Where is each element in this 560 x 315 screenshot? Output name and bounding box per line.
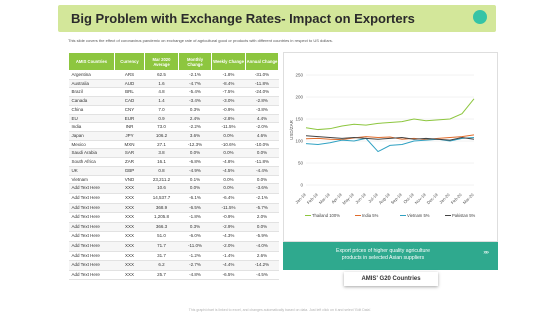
table-cell: 4.4%: [246, 114, 279, 123]
table-cell: XXX: [115, 222, 145, 232]
table-cell: Vietnam: [69, 175, 115, 184]
table-cell: 51.0: [145, 232, 179, 242]
title-dot-icon: [473, 10, 487, 24]
table-cell: -1.2%: [179, 251, 212, 261]
table-row: [69, 232, 279, 242]
table-cell: 71.7: [145, 241, 179, 251]
table-cell: South Africa: [69, 158, 115, 167]
y-tick-label: 100: [295, 138, 303, 144]
y-axis-label: USD/ZAR: [289, 120, 294, 140]
table-cell: XXX: [115, 213, 145, 223]
table-cell: Add Text Here: [69, 261, 115, 271]
table-row: [69, 270, 279, 280]
line-chart-svg: [284, 53, 499, 243]
table-row: [69, 123, 279, 132]
double-arrow-icon: »»: [483, 250, 488, 256]
table-cell: XXX: [115, 241, 145, 251]
table-cell: 0.0%: [246, 222, 279, 232]
table-cell: 1,205.8: [145, 213, 179, 223]
table-cell: 0.0%: [212, 149, 246, 158]
table-row: [69, 140, 279, 149]
table-row: [69, 158, 279, 167]
line-chart: [283, 52, 498, 242]
footer-note: This graph/chart is linked to excel, and changes automatically based on data. Just left click on it and select 'Edit Data'.: [188, 308, 372, 312]
table-cell: Add Text Here: [69, 241, 115, 251]
table-cell: 27.1: [145, 140, 179, 149]
table-row: [69, 132, 279, 141]
x-tick-label: Jan-20: [438, 192, 451, 205]
table-cell: -11.8%: [246, 79, 279, 88]
table-cell: Add Text Here: [69, 222, 115, 232]
table-row: [69, 222, 279, 232]
table-cell: 7.0: [145, 105, 179, 114]
table-row: [69, 175, 279, 184]
table-cell: ZAR: [115, 158, 145, 167]
table-cell: Add Text Here: [69, 193, 115, 203]
table-cell: Add Text Here: [69, 232, 115, 242]
table-cell: 366.3: [145, 222, 179, 232]
table-cell: -4.9%: [179, 166, 212, 175]
table-cell: -10.6%: [212, 140, 246, 149]
table-row: [69, 71, 279, 80]
legend-label: India 5%: [362, 213, 379, 218]
table-cell: -2.9%: [212, 222, 246, 232]
table-row: [69, 261, 279, 271]
table-cell: -2.0%: [212, 241, 246, 251]
table-cell: 23,211.2: [145, 175, 179, 184]
table-row: [69, 166, 279, 175]
table-row: [69, 79, 279, 88]
x-tick-label: Dec-19: [425, 192, 439, 206]
table-cell: 1.6: [145, 79, 179, 88]
column-header: Weekly Change: [212, 53, 246, 71]
table-cell: Add Text Here: [69, 251, 115, 261]
table-cell: 2.6%: [246, 251, 279, 261]
table-cell: -2.1%: [246, 193, 279, 203]
table-cell: 0.0%: [179, 184, 212, 194]
table-cell: 25.7: [145, 270, 179, 280]
x-tick-label: Nov-19: [413, 192, 427, 206]
table-cell: -5.9%: [246, 232, 279, 242]
x-tick-label: May-19: [341, 192, 355, 206]
banner-line-2: products in selected Asian suppliers: [341, 255, 425, 261]
table-cell: 31.7: [145, 251, 179, 261]
table-cell: Add Text Here: [69, 184, 115, 194]
table-cell: EU: [69, 114, 115, 123]
table-cell: -11.8%: [246, 158, 279, 167]
column-header: Monthly Change: [179, 53, 212, 71]
table-cell: 2.4%: [179, 114, 212, 123]
table-cell: -8.4%: [212, 79, 246, 88]
table-cell: -2.2%: [179, 123, 212, 132]
table-row: [69, 193, 279, 203]
series-line: [306, 99, 474, 130]
table-cell: -6.4%: [212, 193, 246, 203]
table-cell: 1.4: [145, 97, 179, 106]
table-cell: -0.9%: [212, 213, 246, 223]
table-row: [69, 149, 279, 158]
table-cell: EUR: [115, 114, 145, 123]
table-cell: -10.0%: [246, 140, 279, 149]
table-cell: XXX: [115, 261, 145, 271]
table-cell: -4.0%: [246, 241, 279, 251]
table-row: [69, 88, 279, 97]
table-cell: Canada: [69, 97, 115, 106]
table-row: [69, 114, 279, 123]
table-cell: -14.2%: [246, 261, 279, 271]
table-cell: 14,537.7: [145, 193, 179, 203]
table-cell: Japan: [69, 132, 115, 141]
table-cell: -2.1%: [179, 71, 212, 80]
table-cell: -3.4%: [179, 97, 212, 106]
table-cell: -6.0%: [179, 232, 212, 242]
table-cell: XXX: [115, 251, 145, 261]
table-cell: -11.0%: [179, 241, 212, 251]
column-header: Currency: [115, 53, 145, 71]
table-cell: XXX: [115, 270, 145, 280]
table-cell: 16.1: [145, 158, 179, 167]
table-cell: -3.0%: [212, 97, 246, 106]
x-tick-label: Sep-19: [389, 192, 403, 206]
table-cell: XXX: [115, 193, 145, 203]
table-cell: XXX: [115, 232, 145, 242]
table-cell: 0.0%: [246, 149, 279, 158]
table-cell: XXX: [115, 184, 145, 194]
table-cell: 0.3%: [179, 222, 212, 232]
amis-countries-button[interactable]: AMIS' G20 Countries: [344, 272, 438, 286]
table-cell: -31.0%: [246, 71, 279, 80]
column-header: Annual Change: [246, 53, 279, 71]
y-tick-label: 250: [295, 72, 303, 78]
table-row: [69, 213, 279, 223]
table-cell: -3.8%: [246, 105, 279, 114]
table-row: [69, 241, 279, 251]
table-cell: -6.5%: [212, 270, 246, 280]
table-cell: -1.4%: [212, 251, 246, 261]
table-cell: -6.8%: [179, 158, 212, 167]
x-tick-label: Jul-19: [367, 192, 379, 204]
table-cell: -6.1%: [179, 193, 212, 203]
table-cell: 2.0%: [246, 213, 279, 223]
table-cell: 0.0%: [212, 175, 246, 184]
table-cell: 0.0%: [246, 175, 279, 184]
page-title: Big Problem with Exchange Rates- Impact on Exporters: [71, 11, 415, 26]
table-cell: 0.0%: [212, 184, 246, 194]
table-cell: Argentina: [69, 71, 115, 80]
column-header: AMIS Countries: [69, 53, 115, 71]
table-cell: China: [69, 105, 115, 114]
table-cell: 62.5: [145, 71, 179, 80]
table-cell: -6.5%: [179, 203, 212, 213]
table-cell: MXN: [115, 140, 145, 149]
table-cell: Saudi Arabia: [69, 149, 115, 158]
table-cell: -7.5%: [212, 88, 246, 97]
chart-banner: [283, 242, 498, 270]
table-cell: XXX: [115, 203, 145, 213]
table-body: [69, 71, 279, 280]
table-cell: -11.5%: [212, 203, 246, 213]
table-cell: -0.9%: [212, 105, 246, 114]
legend-label: Pakistan 5%: [452, 213, 476, 218]
table-cell: -4.4%: [212, 261, 246, 271]
table-cell: -4.3%: [212, 232, 246, 242]
table-cell: 4.8: [145, 88, 179, 97]
legend-label: Vietnam 5%: [407, 213, 430, 218]
y-tick-label: 200: [295, 94, 303, 100]
table-cell: -5.7%: [246, 203, 279, 213]
table-row: [69, 97, 279, 106]
table-cell: -4.7%: [179, 79, 212, 88]
table-cell: 0.8: [145, 166, 179, 175]
table-cell: INR: [115, 123, 145, 132]
x-tick-label: Mar-20: [461, 192, 475, 206]
table-cell: CNY: [115, 105, 145, 114]
table-cell: -4.8%: [179, 270, 212, 280]
table-cell: BRL: [115, 88, 145, 97]
table-cell: 3.6%: [179, 132, 212, 141]
table-cell: GBP: [115, 166, 145, 175]
table-cell: VND: [115, 175, 145, 184]
x-tick-label: Jan-19: [294, 192, 307, 205]
table-cell: 73.0: [145, 123, 179, 132]
table-cell: 3.8: [145, 149, 179, 158]
table-cell: Mexico: [69, 140, 115, 149]
table-cell: Australia: [69, 79, 115, 88]
table-cell: 368.9: [145, 203, 179, 213]
table-cell: JPY: [115, 132, 145, 141]
y-tick-label: 150: [295, 116, 303, 122]
table-cell: -4.8%: [212, 158, 246, 167]
table-cell: 0.3%: [179, 105, 212, 114]
table-row: [69, 251, 279, 261]
table-cell: 0.0%: [212, 132, 246, 141]
table-cell: Add Text Here: [69, 213, 115, 223]
table-cell: -1.8%: [212, 71, 246, 80]
table-cell: 10.6: [145, 184, 179, 194]
table-row: [69, 105, 279, 114]
table-cell: -4.5%: [246, 270, 279, 280]
table-cell: ARS: [115, 71, 145, 80]
table-cell: -2.8%: [246, 97, 279, 106]
table-header-row: [69, 53, 279, 71]
x-tick-label: Aug-19: [377, 192, 391, 206]
table-cell: -3.6%: [246, 184, 279, 194]
y-tick-label: 50: [297, 160, 303, 166]
x-tick-label: Mar-19: [317, 192, 331, 206]
x-tick-label: Feb-19: [305, 192, 319, 206]
table-cell: -1.8%: [179, 213, 212, 223]
table-cell: -4.5%: [212, 166, 246, 175]
x-tick-label: Feb-20: [449, 192, 463, 206]
table-cell: 6.2: [145, 261, 179, 271]
table-cell: Brazil: [69, 88, 115, 97]
exchange-rate-table: [68, 52, 279, 280]
table-cell: -24.0%: [246, 88, 279, 97]
banner-line-1: Export prices of higher quality agriculture: [336, 248, 430, 254]
table-cell: SAR: [115, 149, 145, 158]
table-row: [69, 203, 279, 213]
x-tick-label: Jun-19: [354, 192, 367, 205]
table-cell: -2.0%: [246, 123, 279, 132]
table-cell: 106.2: [145, 132, 179, 141]
table-cell: Add Text Here: [69, 203, 115, 213]
table-cell: -2.8%: [212, 114, 246, 123]
table-row: [69, 184, 279, 194]
table-cell: AUD: [115, 79, 145, 88]
table-cell: -11.5%: [212, 123, 246, 132]
x-tick-label: Oct-19: [402, 192, 415, 205]
table-cell: -12.3%: [179, 140, 212, 149]
table-cell: 0.0%: [179, 149, 212, 158]
y-tick-label: 0: [300, 182, 303, 188]
table-cell: -2.7%: [179, 261, 212, 271]
column-header: Mar 2020 Average: [145, 53, 179, 71]
banner-text: [283, 248, 483, 262]
table-cell: India: [69, 123, 115, 132]
table-cell: 4.6%: [246, 132, 279, 141]
table-cell: 0.9: [145, 114, 179, 123]
page-subtitle: This slide covers the effect of coronavirus pandemic on exchange rate of agricultural good or products with different countries in respect to US dollars.: [68, 38, 333, 43]
legend-label: Thailand 100%: [312, 213, 340, 218]
table-cell: -5.4%: [179, 88, 212, 97]
table-cell: UK: [69, 166, 115, 175]
table-cell: 0.1%: [179, 175, 212, 184]
table-cell: CAD: [115, 97, 145, 106]
x-tick-label: Apr-19: [330, 192, 343, 205]
table-cell: -4.4%: [246, 166, 279, 175]
table-cell: Add Text Here: [69, 270, 115, 280]
